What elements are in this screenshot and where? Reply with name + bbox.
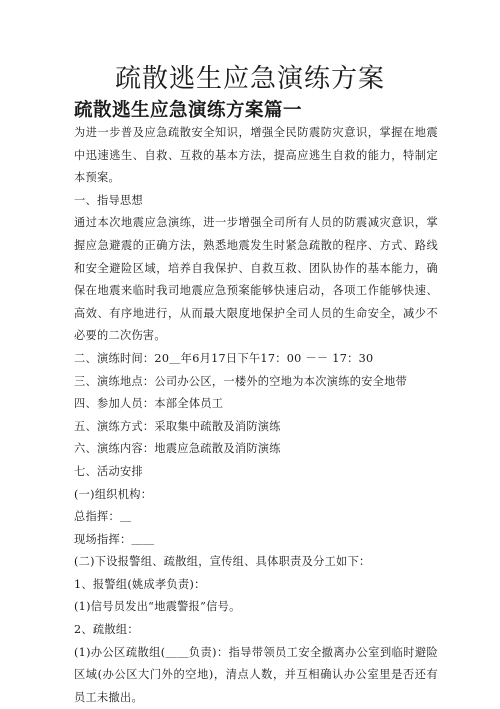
document-body: [74, 122, 438, 709]
drill-location: 三、演练地点：公司办公区，一楼外的空地为本次演练的安全地带: [74, 374, 408, 388]
document-title: 疏散逃生应急演练方案: [114, 64, 385, 94]
drill-method: 五、演练方式：采取集中疏散及消防演练: [74, 419, 281, 433]
heading-guiding-ideology: 一、指导思想: [74, 193, 143, 207]
groups-heading: (二)下设报警组、疏散组，宣传组、具体职责及分工如下：: [74, 555, 371, 569]
guiding-ideology-paragraph: 通过本次地震应急演练，进一步增强全司所有人员的防震减灾意识，掌握应急避震的正确方法，熟悉地震发生时紧急疏散的程序、方式、路线和安全避险区域，培养自我保护、自救互救、团队协作的基本能力，确保在地震来临时我司地震应急预案能够快速启动，各项工作能够快速、高效、有序地进行，从而最大限度地保护全司人员的生命安全，减少不必要的二次伤害。: [74, 216, 438, 343]
evacuation-group: 2、疏散组：: [74, 623, 139, 637]
heading-activity-arrangement: 七、活动安排: [74, 464, 143, 478]
chief-commander: 总指挥：＿: [74, 510, 132, 524]
office-evacuation-item: (1)办公区疏散组(＿＿负责)：指导带领员工安全撤离办公室到临时避险区域(办公区大门外的空地)，清点人数，并互相确认办公室里是否还有员工未撤出。: [74, 645, 438, 704]
alarm-group: 1、报警组(姚成孝负责)：: [74, 577, 206, 591]
participants: 四、参加人员：本部全体员工: [74, 397, 224, 411]
section-title: 疏散逃生应急演练方案篇一: [74, 100, 303, 121]
site-commander: 现场指挥：＿＿: [74, 532, 155, 546]
drill-content: 六、演练内容：地震应急疏散及消防演练: [74, 442, 281, 456]
signal-item: (1)信号员发出“地震警报”信号。: [74, 600, 241, 614]
intro-paragraph: 为进一步普及应急疏散安全知识，增强全民防震防灾意识，掌握在地震中迅速逃生、自救、互救的基本方法，提高应逃生自救的能力，特制定本预案。: [74, 126, 438, 185]
drill-time: 二、演练时间：20＿年6月17日下午17：00 －－ 17：30: [74, 351, 374, 365]
organization-heading: (一)组织机构：: [74, 487, 153, 501]
